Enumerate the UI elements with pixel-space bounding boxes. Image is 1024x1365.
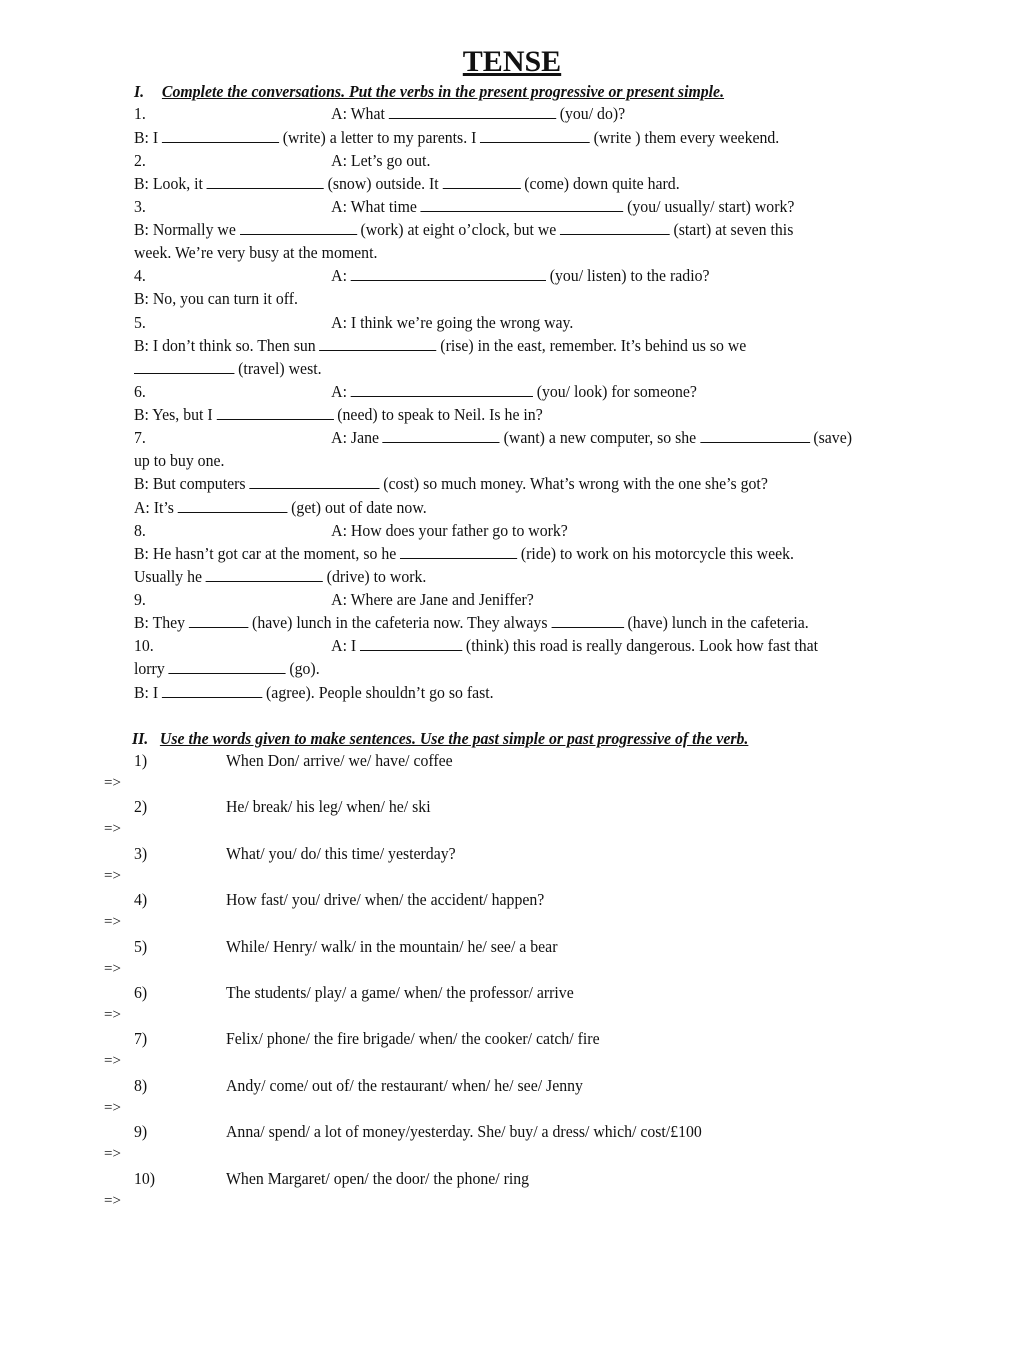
section1-heading	[134, 81, 724, 103]
answer-blank[interactable]	[383, 428, 500, 443]
answer-arrow[interactable]: =>	[104, 960, 121, 977]
ex1-line-1: 1. A: What (you/ do)?	[134, 104, 626, 123]
ex6-line-2: B: Yes, but I (need) to speak to Neil. Is he in?	[134, 405, 543, 424]
answer-blank[interactable]	[560, 220, 670, 235]
ex4-line-1: 4. A: (you/ listen) to the radio?	[134, 266, 710, 285]
answer-blank[interactable]	[480, 128, 590, 143]
sentence-number: 1)	[134, 751, 148, 770]
sentence-number: 4)	[134, 890, 148, 910]
ex7-line-1: 7. A: Jane (want) a new computer, so she (save)	[134, 428, 852, 447]
answer-blank[interactable]	[189, 613, 249, 628]
page-title: TENSE	[462, 45, 562, 78]
answer-blank[interactable]	[162, 683, 262, 698]
answer-arrow[interactable]: =>	[104, 1192, 121, 1209]
sentence-prompt: When Don/ arrive/ we/ have/ coffee	[226, 751, 453, 770]
answer-blank[interactable]	[134, 359, 234, 374]
ex2-line-2: B: Look, it (snow) outside. It (come) down quite hard.	[134, 174, 680, 193]
answer-arrow[interactable]: =>	[104, 775, 121, 791]
sentence-prompt: Anna/ spend/ a lot of money/yesterday. She/ buy/ a dress/ which/ cost/£100	[226, 1122, 702, 1142]
sentence-prompt: When Margaret/ open/ the door/ the phone/ ring	[226, 1168, 530, 1188]
answer-blank[interactable]	[249, 474, 379, 489]
ex10-line-3: B: I (agree). People shouldn’t go so fast.	[134, 683, 494, 702]
ex8-line-2: B: He hasn’t got car at the moment, so he (ride) to work on his motorcycle this week.	[134, 544, 794, 563]
answer-blank[interactable]	[389, 104, 556, 119]
answer-arrow[interactable]: =>	[104, 821, 121, 838]
answer-arrow[interactable]: =>	[104, 1007, 121, 1023]
ex7-line-2: up to buy one.	[134, 451, 225, 470]
ex10-line-1: 10. A: I (think) this road is really dangerous. Look how fast that	[134, 636, 819, 655]
section2-heading	[132, 728, 748, 750]
sentence-prompt: The students/ play/ a game/ when/ the professor/ arrive	[226, 983, 574, 1002]
answer-arrow[interactable]: =>	[104, 1146, 121, 1163]
answer-blank[interactable]	[162, 128, 279, 143]
ex4-line-2: B: No, you can turn it off.	[134, 289, 298, 308]
answer-blank[interactable]	[168, 659, 285, 674]
section1-numeral: I.	[134, 82, 145, 101]
ex3-line-1: 3. A: What time (you/ usually/ start) work?	[134, 197, 795, 216]
ex10-line-2: lorry (go).	[134, 659, 320, 678]
answer-blank[interactable]	[319, 336, 436, 351]
sentence-prompt: Andy/ come/ out of/ the restaurant/ when/ he/ see/ Jenny	[226, 1075, 583, 1095]
sentence-number: 2)	[134, 797, 148, 817]
sentence-number: 7)	[134, 1029, 148, 1049]
answer-blank[interactable]	[442, 174, 520, 189]
answer-blank[interactable]	[421, 197, 624, 212]
ex8-line-1: 8. A: How does your father go to work?	[134, 521, 568, 540]
sentence-prompt: What/ you/ do/ this time/ yesterday?	[226, 843, 456, 863]
answer-blank[interactable]	[207, 174, 324, 189]
answer-blank[interactable]	[360, 636, 462, 651]
ex5-line-2: B: I don’t think so. Then sun (rise) in the east, remember. It’s behind us so we	[134, 336, 747, 355]
answer-blank[interactable]	[240, 220, 357, 235]
answer-blank[interactable]	[400, 544, 517, 559]
sentence-prompt: How fast/ you/ drive/ when/ the accident/ happen?	[226, 890, 545, 910]
sentence-prompt: While/ Henry/ walk/ in the mountain/ he/ see/ a bear	[226, 936, 558, 956]
answer-arrow[interactable]: =>	[104, 1053, 121, 1070]
ex3-line-3: week. We’re very busy at the moment.	[134, 243, 378, 262]
ex5-line-1: 5. A: I think we’re going the wrong way.	[134, 313, 574, 332]
section1-instruction: Complete the conversations. Put the verbs in the present progressive or present simple.	[161, 82, 725, 101]
sentence-number: 5)	[134, 936, 148, 956]
answer-arrow[interactable]: =>	[104, 1099, 121, 1116]
sentence-number: 6)	[134, 983, 148, 1002]
answer-blank[interactable]	[216, 405, 333, 420]
ex3-line-2: B: Normally we (work) at eight o’clock, but we (start) at seven this	[134, 220, 794, 239]
answer-arrow[interactable]: =>	[104, 867, 121, 884]
sentence-prompt: He/ break/ his leg/ when/ he/ ski	[226, 797, 431, 817]
answer-blank[interactable]	[700, 428, 810, 443]
ex9-line-1: 9. A: Where are Jane and Jeniffer?	[134, 590, 534, 609]
answer-blank[interactable]	[551, 613, 624, 628]
sentence-number: 10)	[134, 1168, 156, 1188]
ex5-line-3: (travel) west.	[134, 358, 919, 380]
ex7-line-4: A: It’s (get) out of date now.	[134, 498, 427, 517]
section2-numeral: II.	[132, 729, 149, 748]
ex9-line-2: B: They (have) lunch in the cafeteria now. They always (have) lunch in the cafeteria.	[134, 613, 809, 632]
answer-blank[interactable]	[351, 266, 546, 281]
sentence-number: 3)	[134, 843, 148, 863]
ex8-line-3: Usually he (drive) to work.	[134, 567, 427, 586]
sentence-number: 8)	[134, 1075, 148, 1095]
ex7-line-3: B: But computers (cost) so much money. What’s wrong with the one she’s got?	[134, 474, 768, 493]
answer-arrow[interactable]: =>	[104, 914, 121, 931]
answer-blank[interactable]	[178, 498, 288, 513]
sentence-number: 9)	[134, 1122, 148, 1142]
answer-blank[interactable]	[206, 567, 323, 582]
ex2-line-1: 2. A: Let’s go out.	[134, 151, 431, 170]
answer-blank[interactable]	[351, 382, 533, 397]
section2-instruction: Use the words given to make sentences. Use the past simple or past progressive of the verb.	[159, 729, 749, 748]
sentence-prompt: Felix/ phone/ the fire brigade/ when/ the cooker/ catch/ fire	[226, 1029, 600, 1049]
ex1-line-2: B: I (write) a letter to my parents. I (write ) them every weekend.	[134, 128, 780, 147]
ex6-line-1: 6. A: (you/ look) for someone?	[134, 382, 697, 401]
